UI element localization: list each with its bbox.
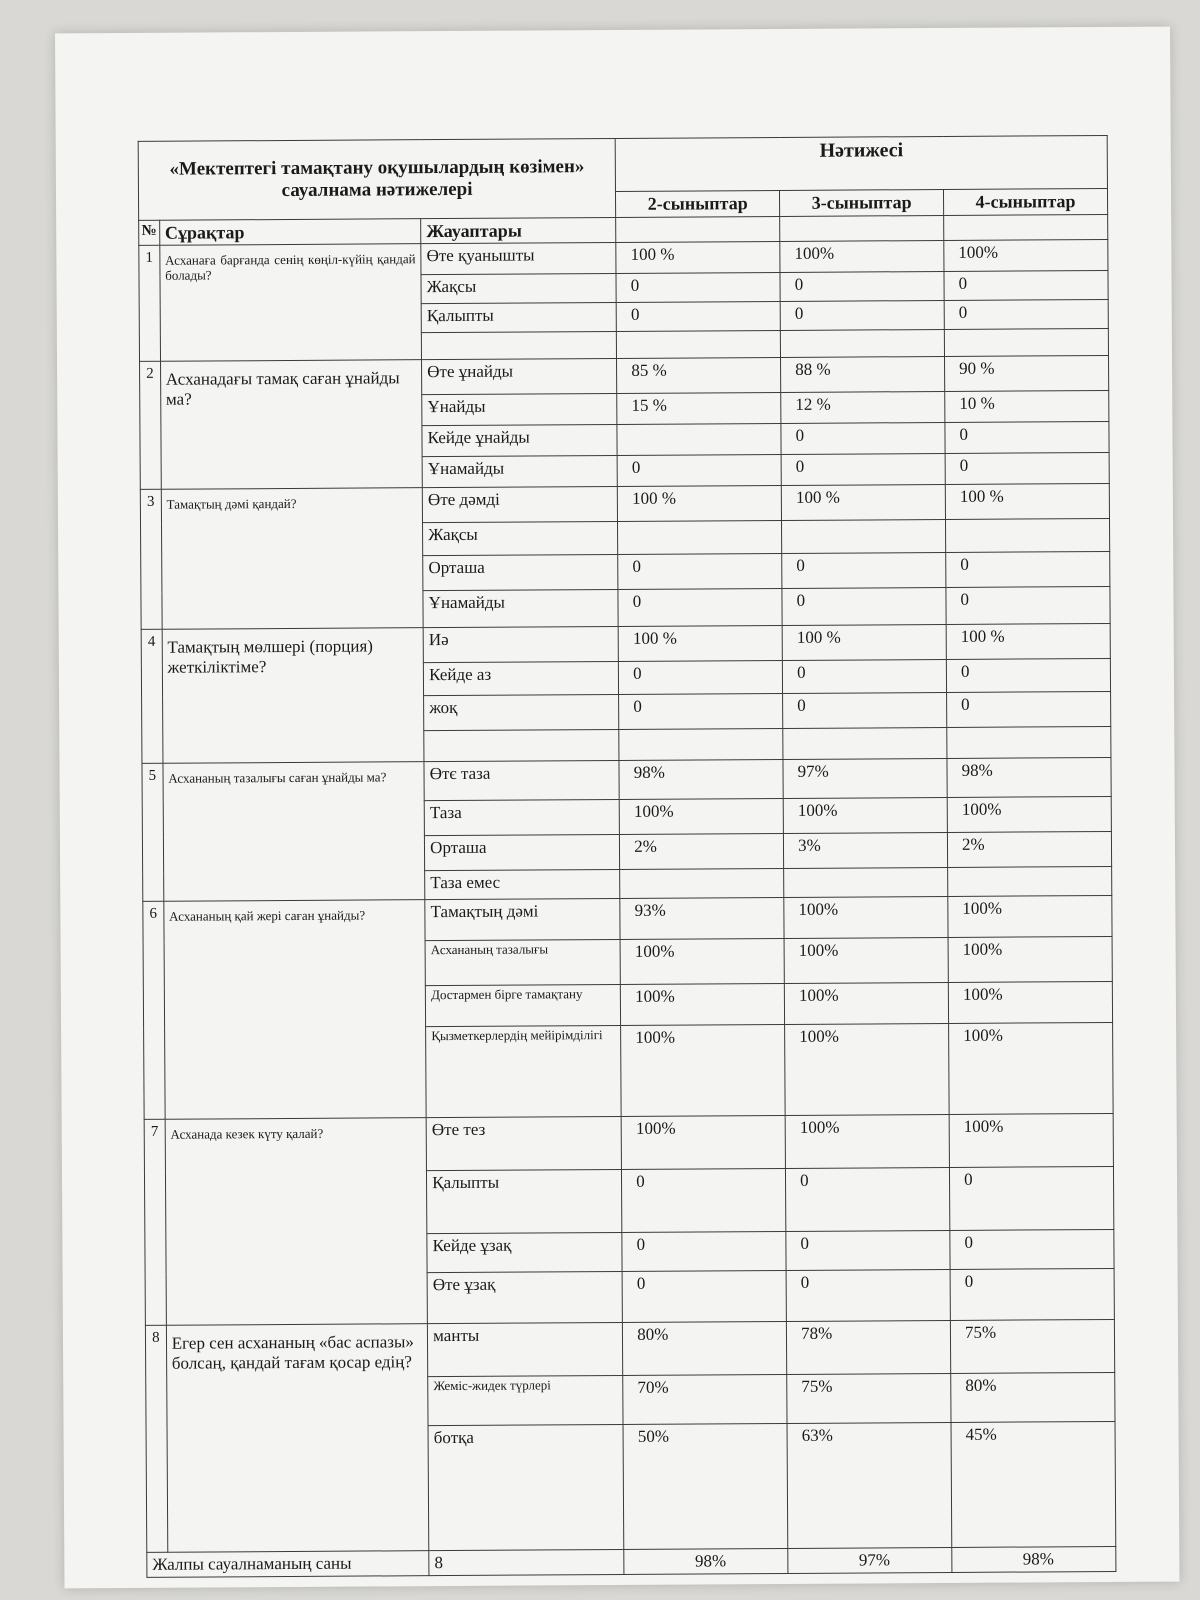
survey-results-table — [138, 135, 1117, 1578]
question-text: Тамақтың мөлшері (порция) жеткіліктіме? — [162, 628, 424, 764]
answer-label: Жақсы — [423, 522, 618, 556]
grade-3-value — [782, 520, 946, 554]
grade-3-value: 100% — [784, 897, 948, 939]
total-grade-2: 98% — [624, 1549, 788, 1575]
answer-label: Өте қуанышты — [421, 243, 616, 275]
grade-2-value: 100 % — [617, 486, 781, 522]
question-text: Асхананың қай жері саған ұнайды? — [164, 900, 427, 1120]
answer-label — [424, 730, 619, 762]
grade-2-value: 0 — [622, 1271, 786, 1323]
answer-label: Кейде ұнайды — [422, 425, 617, 457]
question-text: Асханаға барғанда сенің көңіл-күйің қандай болады? — [160, 244, 422, 362]
grade-4-value: 100% — [949, 1114, 1113, 1168]
answer-label: Ұнамайды — [422, 456, 617, 488]
answer-row — [144, 1114, 1113, 1173]
answer-label: жоқ — [424, 695, 619, 731]
answer-label: манты — [428, 1323, 623, 1377]
grade-2-value: 15 % — [617, 393, 781, 425]
grade-2-value: 100% — [621, 1116, 785, 1170]
grade-2-value: 70% — [623, 1375, 787, 1425]
answer-row — [140, 484, 1109, 525]
total-count: 8 — [429, 1550, 624, 1576]
answer-label: Достармен бірге тамақтану — [425, 985, 620, 1027]
answer-label: Өте ұзақ — [427, 1272, 622, 1324]
grade-4-value: 2% — [947, 832, 1111, 868]
answer-row — [141, 624, 1110, 665]
grade-4-value: 0 — [946, 552, 1110, 588]
grade-4-value: 45% — [951, 1422, 1116, 1548]
question-number: 7 — [144, 1120, 166, 1326]
question-number: 2 — [140, 362, 162, 490]
total-row — [147, 1547, 1116, 1577]
question-text: Асханадағы тамақ саған ұнайды ма? — [160, 360, 422, 490]
answer-label: Қалыпты — [427, 1170, 622, 1234]
answer-label — [422, 332, 617, 360]
grade-2-value: 0 — [622, 1232, 786, 1272]
total-grade-3: 97% — [788, 1548, 952, 1574]
grade-4-value: 100% — [949, 1023, 1114, 1115]
grade-2-value: 100% — [621, 984, 785, 1026]
grade-4-value: 100% — [948, 982, 1112, 1024]
grade-3-value — [780, 330, 944, 358]
answer-label: Қалыпты — [421, 303, 616, 333]
grade-3-value: 12 % — [781, 392, 945, 424]
number-column-header: № — [139, 220, 160, 246]
grade-2-value: 50% — [623, 1424, 788, 1550]
grade-4-value — [947, 727, 1111, 759]
grade-4-value: 75% — [950, 1320, 1114, 1374]
grade-3-value: 0 — [780, 272, 944, 302]
grade-3-value: 100 % — [782, 625, 946, 661]
grade-2-value: 2% — [620, 834, 784, 870]
grade-2-value — [618, 521, 782, 555]
grade-2-value: 85 % — [617, 358, 781, 394]
results-header: Нәтижесі — [615, 135, 1107, 191]
grade-3-value: 0 — [783, 693, 947, 729]
grade-4-value: 0 — [949, 1167, 1113, 1231]
empty-header-cell — [944, 214, 1108, 241]
answer-label: Қызметкерлердің мейірімділігі — [426, 1026, 622, 1118]
grade-2-value: 0 — [617, 455, 781, 487]
grade-3-value: 0 — [786, 1168, 950, 1232]
answer-label: Тамақтың дәмі — [425, 899, 620, 941]
grade-4-value: 0 — [947, 692, 1111, 728]
answer-label: Орташа — [423, 555, 618, 591]
grade-4-value: 0 — [946, 587, 1110, 625]
empty-header-cell — [616, 216, 780, 243]
grade-4-value: 10 % — [945, 391, 1109, 423]
question-number: 3 — [140, 490, 162, 630]
answer-row — [142, 758, 1111, 803]
answer-row — [145, 1320, 1114, 1379]
grade-3-value: 0 — [786, 1231, 950, 1271]
total-grade-4: 98% — [952, 1547, 1116, 1573]
grade-4-value: 0 — [944, 300, 1108, 330]
grade-3-header: 3-сыныптар — [780, 189, 944, 216]
grade-4-value: 100 % — [945, 484, 1109, 520]
grade-2-value: 100% — [621, 1025, 785, 1117]
question-number: 1 — [139, 246, 160, 362]
grade-4-value: 0 — [944, 271, 1108, 301]
grade-3-value: 100% — [783, 798, 947, 834]
grade-3-value: 100 % — [781, 485, 945, 521]
grade-4-value: 100% — [948, 937, 1112, 983]
grade-4-value — [946, 519, 1110, 553]
grade-3-value: 63% — [787, 1423, 952, 1549]
answer-label: Кейде аз — [424, 662, 619, 696]
grade-3-value: 78% — [787, 1321, 951, 1375]
grade-2-value: 100% — [619, 799, 783, 835]
answer-label: Кейде ұзақ — [427, 1233, 622, 1273]
grade-2-value: 0 — [616, 273, 780, 303]
question-number: 6 — [143, 902, 165, 1120]
grade-3-value: 75% — [787, 1374, 951, 1424]
grade-4-value: 80% — [951, 1373, 1115, 1423]
grade-4-value: 100% — [944, 240, 1108, 272]
answer-label: Жеміс-жидек түрлері — [428, 1376, 623, 1426]
grade-4-value: 98% — [947, 758, 1111, 798]
question-number: 5 — [142, 764, 164, 902]
answer-label: Өтє таза — [424, 761, 619, 801]
answer-label: Өте тез — [426, 1117, 621, 1171]
grade-2-value: 0 — [618, 554, 782, 590]
grade-4-header: 4-сыныптар — [943, 188, 1107, 215]
grade-3-value: 3% — [784, 833, 948, 869]
grade-2-value: 0 — [619, 661, 783, 695]
grade-3-value: 0 — [781, 423, 945, 455]
survey-body — [139, 240, 1116, 1553]
paper-sheet — [55, 27, 1179, 1589]
grade-3-value: 0 — [780, 301, 944, 331]
grade-4-value: 0 — [946, 659, 1110, 693]
question-text: Асхананың тазалығы саған ұнайды ма? — [163, 762, 425, 902]
grade-3-value: 88 % — [781, 357, 945, 393]
grade-3-value — [784, 868, 948, 898]
answer-label: Жақсы — [421, 274, 616, 304]
question-text: Асханада кезек күту қалай? — [165, 1118, 428, 1326]
grade-4-value: 0 — [950, 1269, 1114, 1321]
empty-header-cell — [780, 215, 944, 242]
grade-4-value — [948, 867, 1112, 897]
answer-label: ботқа — [428, 1425, 624, 1551]
grade-2-value: 98% — [619, 760, 783, 800]
grade-2-value: 0 — [619, 694, 783, 730]
grade-2-value — [617, 424, 781, 456]
answer-label: Иә — [423, 627, 618, 663]
question-text: Егер сен асхананың «бас аспазы» болсаң, қандай тағам қосар едің? — [166, 1324, 429, 1553]
survey-title: «Мектептегі тамақтану оқушылардың көзімен» сауалнама нәтижелері — [138, 138, 616, 220]
answer-label: Ұнайды — [422, 394, 617, 426]
grade-2-value — [619, 729, 783, 761]
answer-row — [143, 896, 1112, 943]
grade-2-value: 93% — [620, 898, 784, 940]
grade-2-value: 80% — [623, 1322, 787, 1376]
grade-2-value: 100 % — [618, 626, 782, 662]
answer-label: Ұнамайды — [423, 590, 618, 628]
question-text: Тамақтың дәмі қандай? — [161, 488, 423, 630]
grade-2-value — [620, 869, 784, 899]
grade-2-value: 100% — [620, 939, 784, 985]
answers-column-header: Жауаптары — [421, 217, 616, 244]
grade-2-value: 0 — [618, 589, 782, 627]
grade-4-value: 0 — [945, 453, 1109, 485]
grade-4-value: 0 — [950, 1230, 1114, 1270]
grade-3-value: 100% — [780, 241, 944, 273]
grade-3-value: 100% — [785, 1115, 949, 1169]
grade-4-value: 0 — [945, 422, 1109, 454]
grade-3-value: 100% — [785, 1024, 949, 1116]
grade-3-value — [783, 728, 947, 760]
answer-label: Таза емес — [425, 870, 620, 900]
answer-label: Орташа — [425, 835, 620, 871]
grade-4-value: 100% — [947, 797, 1111, 833]
grade-3-value: 0 — [782, 553, 946, 589]
answer-label: Өте дәмді — [422, 487, 617, 523]
answer-label: Асхананың тазалығы — [425, 940, 620, 986]
answer-row — [140, 356, 1109, 397]
answer-label: Таза — [424, 800, 619, 836]
grade-2-value — [617, 331, 781, 359]
grade-2-value: 100 % — [616, 242, 780, 274]
grade-4-value: 100 % — [946, 624, 1110, 660]
grade-4-value: 90 % — [945, 356, 1109, 392]
grade-2-value: 0 — [616, 302, 780, 332]
question-number: 4 — [141, 630, 163, 764]
grade-2-header: 2-сыныптар — [616, 190, 780, 217]
grade-3-value: 97% — [783, 759, 947, 799]
grade-3-value: 0 — [782, 660, 946, 694]
grade-4-value: 100% — [948, 896, 1112, 938]
grade-3-value: 100% — [784, 938, 948, 984]
answer-label: Өте ұнайды — [422, 359, 617, 395]
grade-3-value: 100% — [784, 983, 948, 1025]
grade-4-value — [944, 329, 1108, 357]
total-label: Жалпы сауалнаманың саны — [147, 1551, 429, 1577]
grade-3-value: 0 — [781, 454, 945, 486]
grade-3-value: 0 — [782, 588, 946, 626]
questions-column-header: Сұрақтар — [159, 218, 421, 245]
grade-3-value: 0 — [786, 1270, 950, 1322]
grade-2-value: 0 — [622, 1169, 786, 1233]
question-number: 8 — [145, 1326, 167, 1553]
